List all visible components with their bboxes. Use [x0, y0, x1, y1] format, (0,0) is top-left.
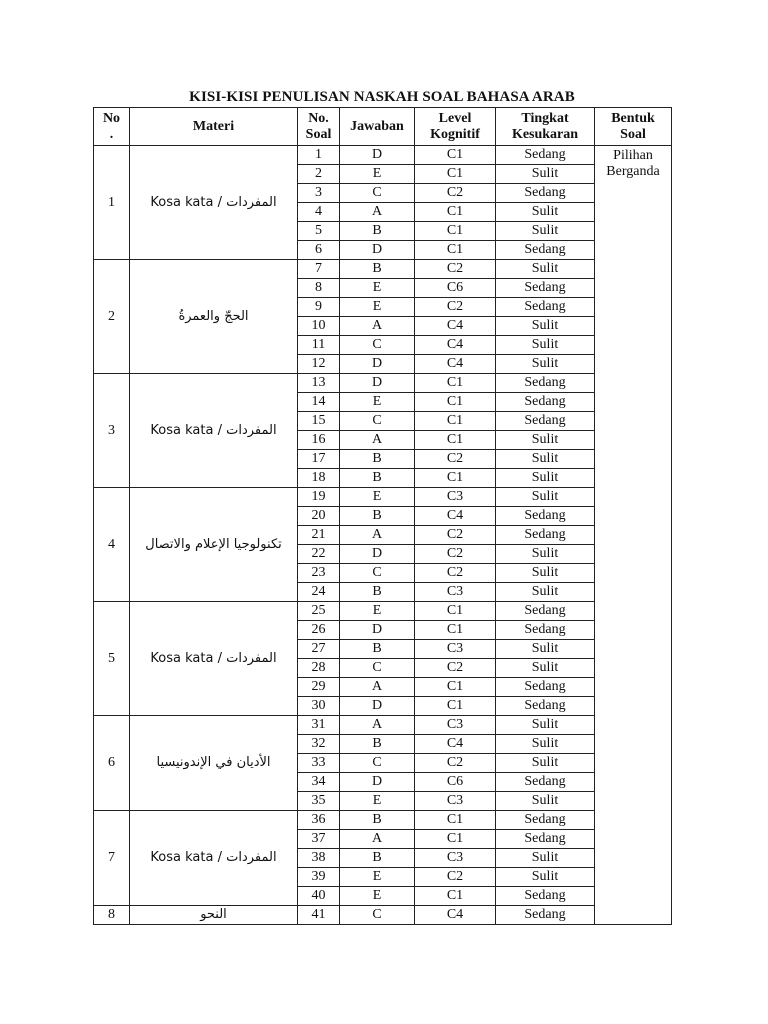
no-soal-cell: 36	[298, 811, 340, 830]
no-soal-cell: 15	[298, 412, 340, 431]
level-kognitif-cell: C1	[415, 146, 496, 165]
no-soal-cell: 10	[298, 317, 340, 336]
jawaban-cell: D	[340, 545, 415, 564]
tingkat-kesukaran-cell: Sulit	[496, 754, 595, 773]
header-no-label: No .	[102, 110, 121, 142]
tingkat-kesukaran-cell: Sulit	[496, 203, 595, 222]
no-soal-cell: 12	[298, 355, 340, 374]
level-kognitif-cell: C1	[415, 222, 496, 241]
materi-cell: الحجّ والعمرةُ	[130, 260, 298, 374]
bentuk-soal-cell: Pilihan Berganda	[595, 146, 672, 925]
group-number-cell: 5	[94, 602, 130, 716]
no-soal-cell: 31	[298, 716, 340, 735]
level-kognitif-cell: C2	[415, 564, 496, 583]
level-kognitif-cell: C1	[415, 811, 496, 830]
level-kognitif-cell: C3	[415, 640, 496, 659]
level-kognitif-cell: C2	[415, 184, 496, 203]
level-kognitif-cell: C6	[415, 773, 496, 792]
jawaban-cell: D	[340, 697, 415, 716]
tingkat-kesukaran-cell: Sulit	[496, 716, 595, 735]
materi-cell: تكنولوجيا الإعلام والاتصال	[130, 488, 298, 602]
table-row	[94, 374, 672, 393]
header-level-label: Level Kognitif	[430, 110, 480, 142]
jawaban-cell: D	[340, 773, 415, 792]
no-soal-cell: 38	[298, 849, 340, 868]
no-soal-cell: 5	[298, 222, 340, 241]
tingkat-kesukaran-cell: Sedang	[496, 621, 595, 640]
level-kognitif-cell: C1	[415, 165, 496, 184]
jawaban-cell: B	[340, 260, 415, 279]
jawaban-cell: E	[340, 868, 415, 887]
no-soal-cell: 30	[298, 697, 340, 716]
jawaban-cell: B	[340, 640, 415, 659]
jawaban-cell: E	[340, 488, 415, 507]
no-soal-cell: 8	[298, 279, 340, 298]
no-soal-cell: 23	[298, 564, 340, 583]
tingkat-kesukaran-cell: Sedang	[496, 374, 595, 393]
header-no-soal-label: No. Soal	[305, 110, 332, 142]
jawaban-cell: C	[340, 184, 415, 203]
jawaban-cell: E	[340, 165, 415, 184]
level-kognitif-cell: C4	[415, 735, 496, 754]
level-kognitif-cell: C1	[415, 203, 496, 222]
jawaban-cell: E	[340, 279, 415, 298]
level-kognitif-cell: C2	[415, 754, 496, 773]
tingkat-kesukaran-cell: Sulit	[496, 355, 595, 374]
header-tingkat-kesukaran	[496, 108, 595, 146]
jawaban-cell: B	[340, 583, 415, 602]
tingkat-kesukaran-cell: Sulit	[496, 450, 595, 469]
no-soal-cell: 1	[298, 146, 340, 165]
tingkat-kesukaran-cell: Sulit	[496, 431, 595, 450]
tingkat-kesukaran-cell: Sulit	[496, 583, 595, 602]
level-kognitif-cell: C4	[415, 317, 496, 336]
jawaban-cell: A	[340, 431, 415, 450]
tingkat-kesukaran-cell: Sulit	[496, 469, 595, 488]
group-number-cell: 8	[94, 906, 130, 925]
tingkat-kesukaran-cell: Sedang	[496, 298, 595, 317]
tingkat-kesukaran-cell: Sedang	[496, 412, 595, 431]
tingkat-kesukaran-cell: Sulit	[496, 260, 595, 279]
tingkat-kesukaran-cell: Sedang	[496, 811, 595, 830]
level-kognitif-cell: C4	[415, 906, 496, 925]
no-soal-cell: 13	[298, 374, 340, 393]
header-level-kognitif	[415, 108, 496, 146]
level-kognitif-cell: C1	[415, 374, 496, 393]
level-kognitif-cell: C2	[415, 260, 496, 279]
no-soal-cell: 39	[298, 868, 340, 887]
tingkat-kesukaran-cell: Sedang	[496, 393, 595, 412]
tingkat-kesukaran-cell: Sedang	[496, 906, 595, 925]
table-row	[94, 811, 672, 830]
no-soal-cell: 28	[298, 659, 340, 678]
no-soal-cell: 40	[298, 887, 340, 906]
tingkat-kesukaran-cell: Sulit	[496, 564, 595, 583]
jawaban-cell: E	[340, 602, 415, 621]
materi-cell: Kosa kata / المفردات	[130, 146, 298, 260]
jawaban-cell: C	[340, 754, 415, 773]
jawaban-cell: A	[340, 830, 415, 849]
group-number-cell: 1	[94, 146, 130, 260]
jawaban-cell: A	[340, 203, 415, 222]
level-kognitif-cell: C2	[415, 450, 496, 469]
table-row	[94, 260, 672, 279]
tingkat-kesukaran-cell: Sulit	[496, 488, 595, 507]
jawaban-cell: B	[340, 450, 415, 469]
jawaban-cell: D	[340, 355, 415, 374]
tingkat-kesukaran-cell: Sulit	[496, 165, 595, 184]
no-soal-cell: 18	[298, 469, 340, 488]
no-soal-cell: 14	[298, 393, 340, 412]
tingkat-kesukaran-cell: Sedang	[496, 887, 595, 906]
tingkat-kesukaran-cell: Sedang	[496, 773, 595, 792]
level-kognitif-cell: C1	[415, 678, 496, 697]
group-number-cell: 6	[94, 716, 130, 811]
no-soal-cell: 29	[298, 678, 340, 697]
no-soal-cell: 35	[298, 792, 340, 811]
no-soal-cell: 24	[298, 583, 340, 602]
jawaban-cell: D	[340, 621, 415, 640]
level-kognitif-cell: C6	[415, 279, 496, 298]
no-soal-cell: 4	[298, 203, 340, 222]
jawaban-cell: B	[340, 849, 415, 868]
jawaban-cell: E	[340, 792, 415, 811]
level-kognitif-cell: C2	[415, 298, 496, 317]
materi-cell: النحو	[130, 906, 298, 925]
no-soal-cell: 25	[298, 602, 340, 621]
group-number-cell: 4	[94, 488, 130, 602]
jawaban-cell: B	[340, 469, 415, 488]
header-bentuk-label: Bentuk Soal	[611, 110, 655, 142]
table-header	[94, 108, 672, 146]
level-kognitif-cell: C4	[415, 507, 496, 526]
no-soal-cell: 7	[298, 260, 340, 279]
group-number-cell: 3	[94, 374, 130, 488]
no-soal-cell: 32	[298, 735, 340, 754]
table-row	[94, 602, 672, 621]
tingkat-kesukaran-cell: Sedang	[496, 678, 595, 697]
level-kognitif-cell: C1	[415, 393, 496, 412]
no-soal-cell: 34	[298, 773, 340, 792]
group-number-cell: 7	[94, 811, 130, 906]
jawaban-cell: B	[340, 222, 415, 241]
tingkat-kesukaran-cell: Sulit	[496, 735, 595, 754]
level-kognitif-cell: C1	[415, 887, 496, 906]
tingkat-kesukaran-cell: Sulit	[496, 849, 595, 868]
header-jawaban-label: Jawaban	[350, 118, 404, 134]
jawaban-cell: C	[340, 659, 415, 678]
table-row	[94, 146, 672, 165]
tingkat-kesukaran-cell: Sulit	[496, 317, 595, 336]
no-soal-cell: 19	[298, 488, 340, 507]
header-no	[94, 108, 130, 146]
level-kognitif-cell: C1	[415, 697, 496, 716]
jawaban-cell: A	[340, 317, 415, 336]
table-row	[94, 488, 672, 507]
no-soal-cell: 9	[298, 298, 340, 317]
level-kognitif-cell: C1	[415, 830, 496, 849]
no-soal-cell: 41	[298, 906, 340, 925]
no-soal-cell: 33	[298, 754, 340, 773]
level-kognitif-cell: C1	[415, 469, 496, 488]
header-jawaban	[340, 108, 415, 146]
jawaban-cell: C	[340, 906, 415, 925]
jawaban-cell: D	[340, 374, 415, 393]
jawaban-cell: E	[340, 887, 415, 906]
level-kognitif-cell: C1	[415, 431, 496, 450]
level-kognitif-cell: C3	[415, 488, 496, 507]
tingkat-kesukaran-cell: Sedang	[496, 830, 595, 849]
header-no-soal	[298, 108, 340, 146]
level-kognitif-cell: C1	[415, 412, 496, 431]
materi-cell: Kosa kata / المفردات	[130, 811, 298, 906]
level-kognitif-cell: C2	[415, 545, 496, 564]
group-number-cell: 2	[94, 260, 130, 374]
tingkat-kesukaran-cell: Sedang	[496, 526, 595, 545]
jawaban-cell: A	[340, 526, 415, 545]
level-kognitif-cell: C1	[415, 602, 496, 621]
materi-cell: الأديان في الإندونيسيا	[130, 716, 298, 811]
header-bentuk-soal	[595, 108, 672, 146]
level-kognitif-cell: C4	[415, 355, 496, 374]
no-soal-cell: 2	[298, 165, 340, 184]
kisi-kisi-table	[93, 107, 672, 925]
no-soal-cell: 11	[298, 336, 340, 355]
jawaban-cell: C	[340, 564, 415, 583]
jawaban-cell: E	[340, 393, 415, 412]
level-kognitif-cell: C4	[415, 336, 496, 355]
tingkat-kesukaran-cell: Sulit	[496, 336, 595, 355]
jawaban-cell: B	[340, 811, 415, 830]
no-soal-cell: 6	[298, 241, 340, 260]
tingkat-kesukaran-cell: Sedang	[496, 697, 595, 716]
table-row	[94, 906, 672, 925]
no-soal-cell: 17	[298, 450, 340, 469]
materi-cell: Kosa kata / المفردات	[130, 374, 298, 488]
header-row	[94, 108, 672, 146]
tingkat-kesukaran-cell: Sedang	[496, 241, 595, 260]
jawaban-cell: D	[340, 146, 415, 165]
no-soal-cell: 37	[298, 830, 340, 849]
level-kognitif-cell: C2	[415, 526, 496, 545]
no-soal-cell: 26	[298, 621, 340, 640]
no-soal-cell: 27	[298, 640, 340, 659]
tingkat-kesukaran-cell: Sulit	[496, 640, 595, 659]
materi-cell: Kosa kata / المفردات	[130, 602, 298, 716]
no-soal-cell: 22	[298, 545, 340, 564]
jawaban-cell: E	[340, 298, 415, 317]
level-kognitif-cell: C3	[415, 849, 496, 868]
tingkat-kesukaran-cell: Sedang	[496, 507, 595, 526]
no-soal-cell: 16	[298, 431, 340, 450]
jawaban-cell: A	[340, 678, 415, 697]
no-soal-cell: 20	[298, 507, 340, 526]
jawaban-cell: D	[340, 241, 415, 260]
level-kognitif-cell: C2	[415, 868, 496, 887]
tingkat-kesukaran-cell: Sulit	[496, 222, 595, 241]
table-row	[94, 716, 672, 735]
tingkat-kesukaran-cell: Sedang	[496, 602, 595, 621]
tingkat-kesukaran-cell: Sulit	[496, 868, 595, 887]
header-materi	[130, 108, 298, 146]
tingkat-kesukaran-cell: Sulit	[496, 659, 595, 678]
level-kognitif-cell: C3	[415, 792, 496, 811]
jawaban-cell: B	[340, 507, 415, 526]
jawaban-cell: B	[340, 735, 415, 754]
tingkat-kesukaran-cell: Sulit	[496, 792, 595, 811]
tingkat-kesukaran-cell: Sedang	[496, 279, 595, 298]
header-materi-label: Materi	[192, 118, 235, 134]
tingkat-kesukaran-cell: Sulit	[496, 545, 595, 564]
jawaban-cell: A	[340, 716, 415, 735]
no-soal-cell: 21	[298, 526, 340, 545]
tingkat-kesukaran-cell: Sedang	[496, 146, 595, 165]
tingkat-kesukaran-cell: Sedang	[496, 184, 595, 203]
table-body	[94, 146, 672, 925]
level-kognitif-cell: C3	[415, 716, 496, 735]
header-tingkat-label: Tingkat Kesukaran	[511, 110, 579, 142]
jawaban-cell: C	[340, 336, 415, 355]
no-soal-cell: 3	[298, 184, 340, 203]
level-kognitif-cell: C1	[415, 621, 496, 640]
jawaban-cell: C	[340, 412, 415, 431]
document-title: KISI-KISI PENULISAN NASKAH SOAL BAHASA ARAB	[189, 89, 575, 105]
level-kognitif-cell: C2	[415, 659, 496, 678]
level-kognitif-cell: C1	[415, 241, 496, 260]
level-kognitif-cell: C3	[415, 583, 496, 602]
